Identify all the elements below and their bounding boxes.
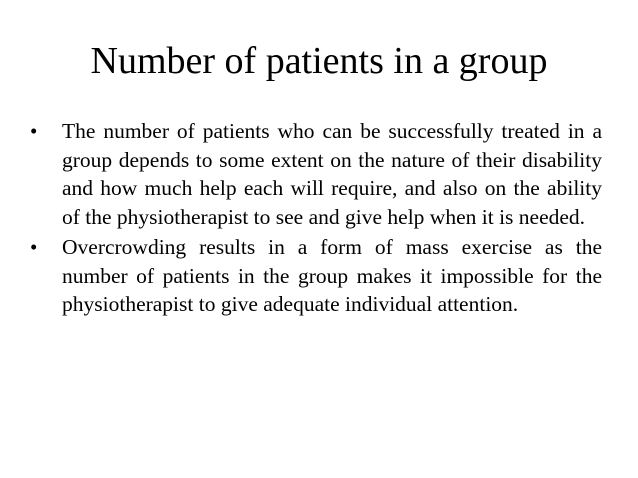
- bullet-icon: •: [30, 235, 38, 259]
- slide-title: Number of patients in a group: [90, 40, 548, 82]
- bullet-icon: •: [30, 119, 38, 143]
- bullet-text: The number of patients who can be successfully treated in a group depends to some extent on the nature of their disability and how much help each will require, and also on the ability of the physiotherapist to see and give help when it is needed.: [62, 119, 602, 229]
- bullet-list: [30, 117, 602, 321]
- bullet-item: [30, 233, 602, 319]
- bullet-text: Overcrowding results in a form of mass exercise as the number of patients in the group makes it impossible for the physiotherapist to give adequate individual attention.: [62, 235, 602, 316]
- bullet-item: [30, 117, 602, 231]
